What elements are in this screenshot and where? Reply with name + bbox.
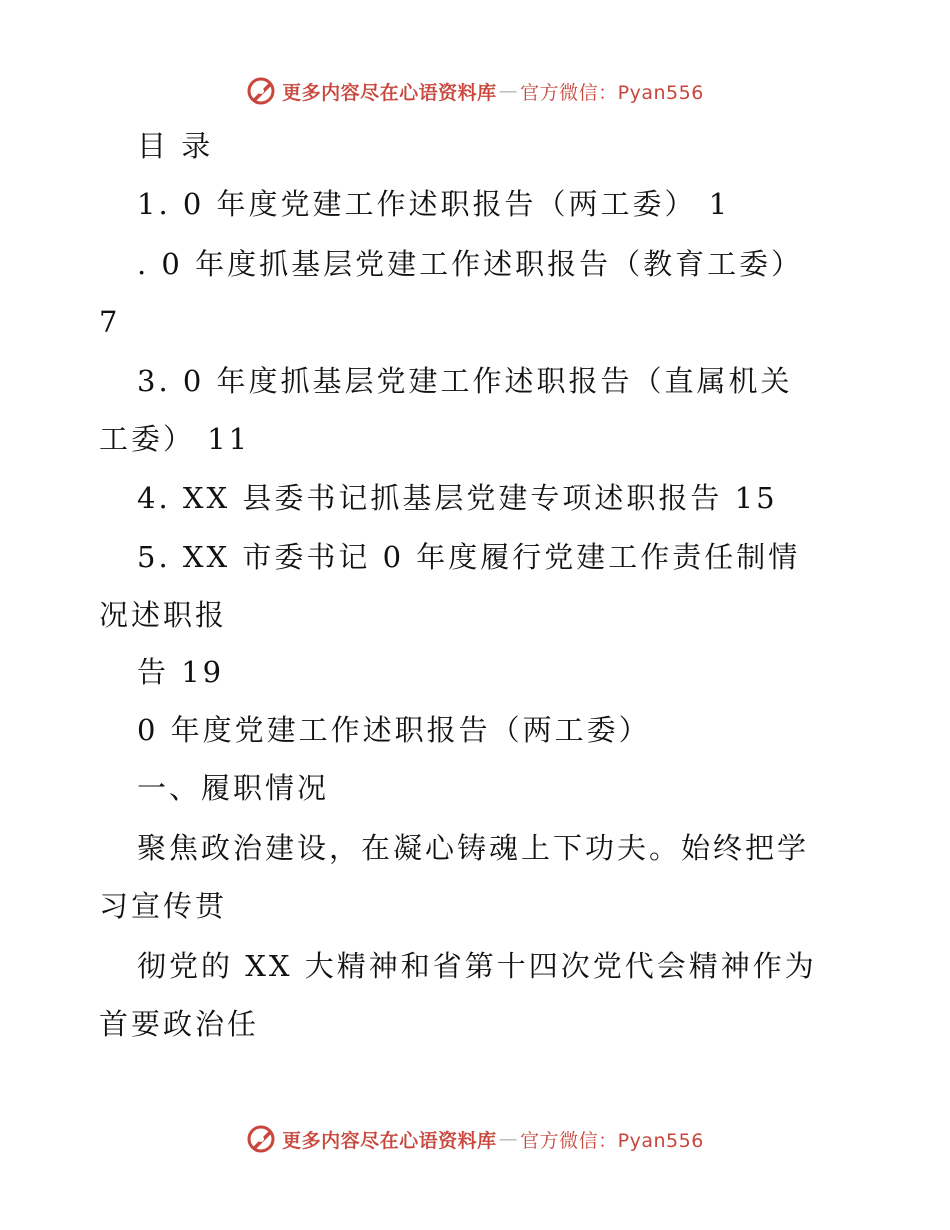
section-title: 0 年度党建工作述职报告（两工委） [137,713,651,747]
toc-entry-1: 1. 0 年度党建工作述职报告（两工委） 1 [137,187,731,221]
toc-heading: 目 录 [137,129,214,163]
body-paragraph-line: 习宣传贯 [99,889,228,923]
toc-entry-5: 5. XX 市委书记 0 年度履行党建工作责任制情 [137,540,801,574]
body-paragraph-line: 首要政治任 [99,1007,260,1041]
toc-entry-5-page: 告 19 [137,655,225,689]
toc-entry-5-cont: 况述职报 [99,598,228,632]
body-paragraph-line: 聚焦政治建设，在凝心铸魂上下功夫。始终把学 [137,831,810,865]
quill-circle-icon [246,1124,276,1154]
watermark-text: 更多内容尽在心语资料库 [282,1129,497,1152]
watermark-separator: — [498,80,519,102]
subsection-heading: 一、履职情况 [137,771,330,805]
toc-entry-4: 4. XX 县委书记抓基层党建专项述职报告 15 [137,481,778,515]
watermark-text: 更多内容尽在心语资料库 [282,81,497,104]
watermark-footer [0,1124,950,1154]
quill-circle-icon [246,76,276,106]
watermark-wechat: 官方微信：Pyan556 [520,1129,704,1152]
body-paragraph-line: 彻党的 XX 大精神和省第十四次党代会精神作为 [137,949,817,983]
toc-entry-3: 3. 0 年度抓基层党建工作述职报告（直属机关 [137,364,793,398]
watermark-wechat: 官方微信：Pyan556 [520,81,704,104]
toc-entry-2-page: 7 [99,305,121,339]
toc-entry-3-cont: 工委） 11 [99,422,251,456]
watermark-header [0,76,950,106]
toc-entry-2: . 0 年度抓基层党建工作述职报告（教育工委） [137,247,804,281]
watermark-separator: — [498,1128,519,1150]
